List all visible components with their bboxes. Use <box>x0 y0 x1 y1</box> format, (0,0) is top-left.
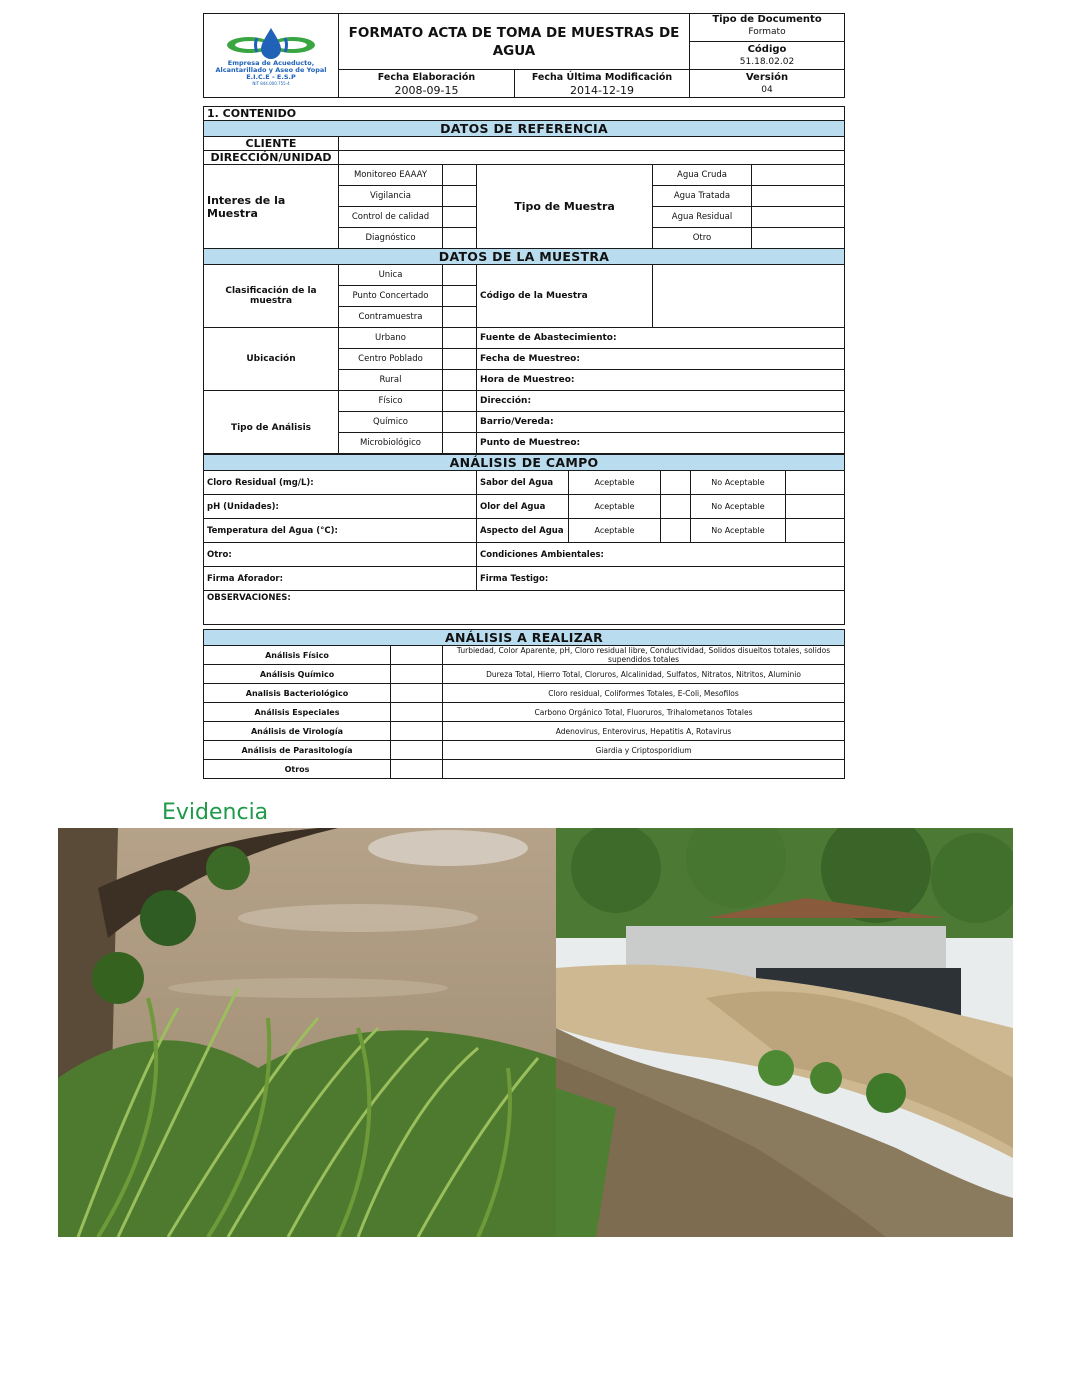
temperatura-label: Temperatura del Agua (°C): <box>204 519 477 543</box>
no-aceptable-option: No Aceptable <box>691 519 786 543</box>
analisis-option: Físico <box>339 391 443 412</box>
band-datos-muestra: DATOS DE LA MUESTRA <box>204 249 845 265</box>
aceptable-option: Aceptable <box>569 519 661 543</box>
interes-checkbox[interactable] <box>443 228 477 249</box>
tipo-analisis-label: Tipo de Análisis <box>204 391 339 454</box>
aceptable-option: Aceptable <box>569 495 661 519</box>
ubicacion-checkbox[interactable] <box>443 328 477 349</box>
form-header <box>203 13 845 98</box>
sampling-form <box>203 13 844 779</box>
org-name-line1: Empresa de Acueducto, <box>227 58 315 67</box>
tipo-checkbox[interactable] <box>752 228 845 249</box>
interes-option: Control de calidad <box>339 207 443 228</box>
interes-checkbox[interactable] <box>443 186 477 207</box>
evidencia-title: Evidencia <box>162 800 269 825</box>
analisis-option: Químico <box>339 412 443 433</box>
tipo-checkbox[interactable] <box>752 186 845 207</box>
no-aceptable-checkbox[interactable] <box>786 495 845 519</box>
clasificacion-option: Contramuestra <box>339 307 443 328</box>
codigo-value: 51.18.02.02 <box>739 56 795 67</box>
otro-label: Otro: <box>204 543 477 567</box>
water-drop-logo-icon <box>221 26 321 60</box>
analisis-checkbox[interactable] <box>391 703 443 722</box>
analisis-desc: Adenovirus, Enterovirus, Hepatitis A, Rotavirus <box>443 722 845 741</box>
section-contenido: 1. CONTENIDO <box>204 107 845 121</box>
sabor-agua-label: Sabor del Agua <box>477 471 569 495</box>
ubicacion-option: Rural <box>339 370 443 391</box>
tipo-option: Agua Residual <box>653 207 752 228</box>
firma-testigo-label: Firma Testigo: <box>477 567 845 591</box>
condiciones-ambientales-label: Condiciones Ambientales: <box>477 543 845 567</box>
analisis-name: Otros <box>204 760 391 779</box>
analisis-name: Análisis Físico <box>204 646 391 665</box>
ubicacion-option: Centro Poblado <box>339 349 443 370</box>
analisis-name: Análisis Químico <box>204 665 391 684</box>
tipo-option: Agua Tratada <box>653 186 752 207</box>
tipo-checkbox[interactable] <box>752 207 845 228</box>
no-aceptable-option: No Aceptable <box>691 495 786 519</box>
analisis-checkbox[interactable] <box>443 391 477 412</box>
fecha-modificacion-label: Fecha Última Modificación <box>531 71 673 83</box>
ubicacion-checkbox[interactable] <box>443 349 477 370</box>
analisis-campo <box>203 454 845 625</box>
band-analisis-realizar: ANÁLISIS A REALIZAR <box>204 630 845 646</box>
org-nit: NIT 844.000.755-4 <box>252 80 290 86</box>
punto-muestreo-label: Punto de Muestreo: <box>477 433 845 454</box>
direccion-label: Dirección: <box>477 391 845 412</box>
aceptable-checkbox[interactable] <box>661 495 691 519</box>
band-datos-referencia: DATOS DE REFERENCIA <box>204 121 845 137</box>
analisis-checkbox[interactable] <box>391 684 443 703</box>
interes-checkbox[interactable] <box>443 165 477 186</box>
org-name-line3: E.I.C.E - E.S.P <box>246 72 296 81</box>
analisis-desc: Carbono Orgánico Total, Fluoruros, Trihalometanos Totales <box>443 703 845 722</box>
cloro-residual-label: Cloro Residual (mg/L): <box>204 471 477 495</box>
tipo-muestra-label: Tipo de Muestra <box>477 165 653 249</box>
analisis-checkbox[interactable] <box>443 433 477 454</box>
analisis-checkbox[interactable] <box>391 646 443 665</box>
tipo-option: Agua Cruda <box>653 165 752 186</box>
fecha-elaboracion-value: 2008-09-15 <box>394 83 459 97</box>
band-analisis-campo: ANÁLISIS DE CAMPO <box>204 455 845 471</box>
interes-muestra-label: Interes de la Muestra <box>204 165 339 249</box>
codigo-muestra-field[interactable] <box>653 265 845 328</box>
clasificacion-checkbox[interactable] <box>443 307 477 328</box>
cliente-field[interactable] <box>339 137 845 151</box>
barrio-vereda-label: Barrio/Vereda: <box>477 412 845 433</box>
direccion-unidad-field[interactable] <box>339 151 845 165</box>
clasificacion-option: Unica <box>339 265 443 286</box>
evidence-photo-river-vegetation <box>58 828 556 1237</box>
tipo-checkbox[interactable] <box>752 165 845 186</box>
analisis-name: Análisis Especiales <box>204 703 391 722</box>
ubicacion-option: Urbano <box>339 328 443 349</box>
no-aceptable-option: No Aceptable <box>691 471 786 495</box>
hora-muestreo-label: Hora de Muestreo: <box>477 370 845 391</box>
no-aceptable-checkbox[interactable] <box>786 471 845 495</box>
fecha-muestreo-label: Fecha de Muestreo: <box>477 349 845 370</box>
evidence-photo-riverbank-construction <box>556 828 1013 1237</box>
tipo-documento-label: Tipo de Documento <box>712 14 822 25</box>
clasificacion-label: Clasificación de la muestra <box>204 265 339 328</box>
aceptable-checkbox[interactable] <box>661 519 691 543</box>
analisis-checkbox[interactable] <box>391 741 443 760</box>
analisis-checkbox[interactable] <box>391 722 443 741</box>
version-value: 04 <box>761 84 773 95</box>
analisis-name: Analisis Bacteriológico <box>204 684 391 703</box>
org-logo-cell <box>204 14 339 98</box>
analisis-name: Análisis de Parasitología <box>204 741 391 760</box>
fecha-modificacion-value: 2014-12-19 <box>570 83 634 97</box>
ubicacion-label: Ubicación <box>204 328 339 391</box>
form-title: FORMATO ACTA DE TOMA DE MUESTRAS DE AGUA <box>339 14 690 70</box>
olor-agua-label: Olor del Agua <box>477 495 569 519</box>
fuente-abastecimiento-label: Fuente de Abastecimiento: <box>477 328 845 349</box>
aspecto-agua-label: Aspecto del Agua <box>477 519 569 543</box>
aceptable-checkbox[interactable] <box>661 471 691 495</box>
ph-label: pH (Unidades): <box>204 495 477 519</box>
analisis-desc: Giardia y Criptosporidium <box>443 741 845 760</box>
analisis-checkbox[interactable] <box>391 665 443 684</box>
analisis-desc: Dureza Total, Hierro Total, Cloruros, Alcalinidad, Sulfatos, Nitratos, Nitritos, Aluminio <box>443 665 845 684</box>
analisis-name: Análisis de Virología <box>204 722 391 741</box>
fecha-elaboracion-label: Fecha Elaboración <box>377 71 476 83</box>
observaciones-label: OBSERVACIONES: <box>204 591 845 625</box>
clasificacion-checkbox[interactable] <box>443 265 477 286</box>
analisis-realizar <box>203 629 845 779</box>
analisis-desc <box>443 760 845 779</box>
clasificacion-checkbox[interactable] <box>443 286 477 307</box>
firma-aforador-label: Firma Aforador: <box>204 567 477 591</box>
analisis-desc: Turbiedad, Color Aparente, pH, Cloro residual libre, Conductividad, Solidos disueltos totales, solidos supendidos totales <box>443 646 845 665</box>
org-name-line2: Alcantarillado y Aseo de Yopal <box>215 65 327 74</box>
interes-option: Diagnóstico <box>339 228 443 249</box>
form-content <box>203 106 845 454</box>
interes-option: Monitoreo EAAAY <box>339 165 443 186</box>
interes-checkbox[interactable] <box>443 207 477 228</box>
codigo-label: Código <box>747 43 787 55</box>
aceptable-option: Aceptable <box>569 471 661 495</box>
tipo-option: Otro <box>653 228 752 249</box>
analisis-desc: Cloro residual, Coliformes Totales, E-Coli, Mesofilos <box>443 684 845 703</box>
cliente-label: CLIENTE <box>204 137 339 151</box>
analisis-option: Microbiológico <box>339 433 443 454</box>
tipo-documento-value: Formato <box>748 27 786 37</box>
analisis-checkbox[interactable] <box>391 760 443 779</box>
no-aceptable-checkbox[interactable] <box>786 519 845 543</box>
codigo-muestra-label: Código de la Muestra <box>477 265 653 328</box>
clasificacion-option: Punto Concertado <box>339 286 443 307</box>
interes-option: Vigilancia <box>339 186 443 207</box>
analisis-checkbox[interactable] <box>443 412 477 433</box>
version-label: Versión <box>745 71 789 83</box>
ubicacion-checkbox[interactable] <box>443 370 477 391</box>
direccion-unidad-label: DIRECCIÓN/UNIDAD <box>204 151 339 165</box>
